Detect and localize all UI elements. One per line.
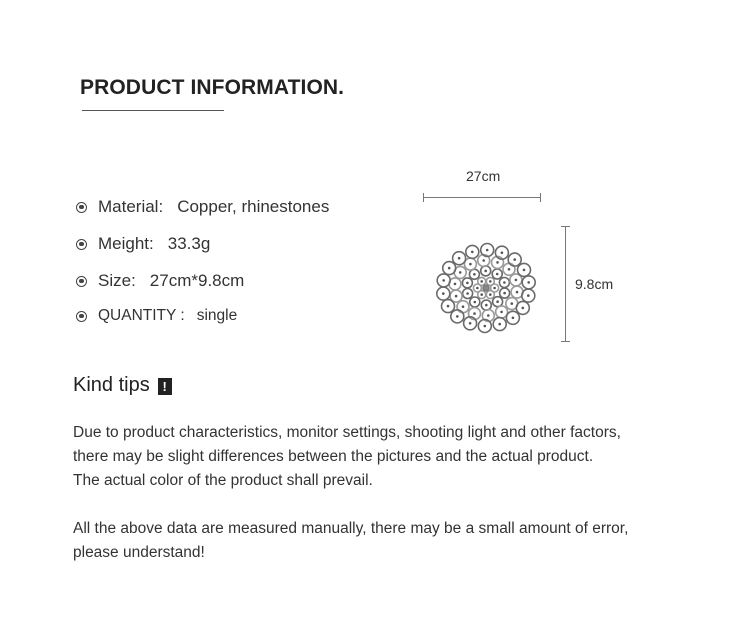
rhinestone-dot bbox=[480, 293, 483, 296]
rhinestone-dot bbox=[496, 300, 499, 303]
rhinestone-dot bbox=[503, 281, 506, 284]
rhinestone-dot bbox=[523, 269, 526, 272]
bullet-icon bbox=[76, 311, 87, 322]
rhinestone-center bbox=[483, 285, 489, 291]
rhinestone-dot bbox=[513, 258, 516, 261]
rhinestone-dot bbox=[442, 292, 445, 295]
rhinestone-dot bbox=[522, 307, 525, 310]
rhinestone-dot bbox=[489, 293, 492, 296]
rhinestone-dot bbox=[466, 292, 469, 295]
rhinestone-dot bbox=[474, 301, 477, 304]
spec-row-quantity bbox=[76, 304, 237, 328]
tips-paragraph-1 bbox=[73, 421, 621, 493]
exclamation-icon: ! bbox=[158, 378, 172, 395]
rhinestone-dot bbox=[516, 291, 519, 294]
page-title: PRODUCT INFORMATION. bbox=[80, 76, 345, 99]
rhinestone-dot bbox=[486, 249, 489, 252]
tips-line: please understand! bbox=[73, 544, 205, 561]
rhinestone-dot bbox=[485, 304, 488, 307]
spec-value: single bbox=[196, 307, 238, 324]
rhinestone-dot bbox=[448, 267, 451, 270]
title-underline bbox=[82, 110, 224, 111]
spec-label: Meight: bbox=[98, 234, 154, 253]
rhinestone-dot bbox=[466, 282, 469, 285]
rhinestone-dot bbox=[498, 323, 501, 326]
rhinestone-dot bbox=[462, 305, 465, 308]
rhinestone-dot bbox=[476, 287, 479, 290]
rhinestone-dot bbox=[456, 315, 459, 318]
rhinestone-dot bbox=[515, 279, 518, 282]
spec-row-material bbox=[76, 195, 329, 219]
tips-line: The actual color of the product shall prevail. bbox=[73, 472, 373, 489]
rhinestone-dot bbox=[527, 294, 530, 297]
height-dimension-label: 9.8cm bbox=[575, 276, 614, 292]
rhinestone-dot bbox=[512, 317, 515, 320]
height-dimension-line bbox=[565, 226, 566, 342]
rhinestone-dot bbox=[501, 251, 504, 254]
rhinestone-dot bbox=[454, 283, 457, 286]
spec-row-size bbox=[76, 269, 244, 293]
spec-label: QUANTITY : bbox=[98, 307, 185, 324]
rhinestone-dot bbox=[503, 292, 506, 295]
spec-label: Material: bbox=[98, 197, 164, 216]
rhinestone-dot bbox=[473, 273, 476, 276]
rhinestone-dot bbox=[459, 271, 462, 274]
bullet-icon bbox=[76, 239, 87, 250]
rhinestone-dot bbox=[508, 268, 511, 271]
rhinestone-dot bbox=[480, 280, 483, 283]
rhinestone-dot bbox=[447, 305, 450, 308]
spec-value: 33.3g bbox=[167, 234, 211, 253]
rhinestone-dot bbox=[527, 281, 530, 284]
product-image bbox=[430, 240, 542, 336]
rhinestone-dot bbox=[484, 325, 487, 328]
rhinestone-dot bbox=[484, 270, 487, 273]
rhinestone-dot bbox=[493, 287, 496, 290]
tips-line: there may be slight differences between the pictures and the actual product. bbox=[73, 448, 594, 465]
rhinestone-dot bbox=[496, 273, 499, 276]
rhinestone-dot bbox=[455, 295, 458, 298]
kind-tips-title: Kind tips bbox=[73, 374, 150, 396]
kind-tips-heading bbox=[73, 374, 172, 397]
spec-value: 27cm*9.8cm bbox=[149, 271, 245, 290]
rhinestone-dot bbox=[489, 280, 492, 283]
spec-row-weight bbox=[76, 232, 210, 256]
rhinestone-dot bbox=[500, 311, 503, 314]
rhinestone-dot bbox=[487, 314, 490, 317]
rhinestone-dot bbox=[473, 312, 476, 315]
rhinestone-dot bbox=[442, 279, 445, 282]
spec-value: Copper, rhinestones bbox=[177, 197, 330, 216]
spec-label: Size: bbox=[98, 271, 136, 290]
rhinestone-dot bbox=[482, 259, 485, 262]
rhinestone-dot bbox=[458, 257, 461, 260]
rhinestone-dot bbox=[469, 322, 472, 325]
width-dimension-label: 27cm bbox=[466, 168, 501, 184]
rhinestone-dot bbox=[511, 302, 514, 305]
tips-line: Due to product characteristics, monitor settings, shooting light and other factors, bbox=[73, 424, 621, 441]
rhinestone-dot bbox=[471, 251, 474, 254]
tips-line: All the above data are measured manually, there may be a small amount of error, bbox=[73, 520, 629, 537]
width-dimension-line bbox=[423, 197, 541, 198]
rhinestone-dot bbox=[469, 263, 472, 266]
rhinestone-dot bbox=[496, 261, 499, 264]
tips-paragraph-2 bbox=[73, 517, 628, 565]
bullet-icon bbox=[76, 202, 87, 213]
bullet-icon bbox=[76, 276, 87, 287]
